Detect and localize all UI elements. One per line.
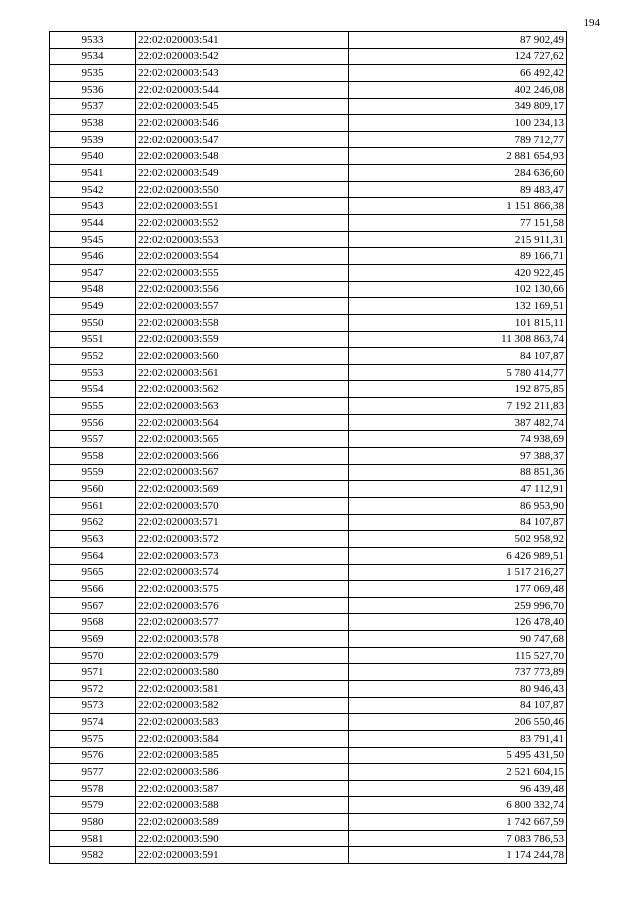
cadastral-number: 22:02:020003:581: [136, 680, 349, 697]
cadastral-value: 5 780 414,77: [349, 364, 567, 381]
row-number: 9580: [50, 814, 136, 831]
cadastral-value: 124 727,62: [349, 48, 567, 65]
cadastral-number: 22:02:020003:586: [136, 764, 349, 781]
cadastral-number: 22:02:020003:574: [136, 564, 349, 581]
table-row: [50, 547, 567, 564]
cadastral-value: 177 069,48: [349, 581, 567, 598]
table-row: [50, 48, 567, 65]
row-number: 9581: [50, 830, 136, 847]
cadastral-number: 22:02:020003:584: [136, 730, 349, 747]
cadastral-number: 22:02:020003:587: [136, 780, 349, 797]
row-number: 9555: [50, 398, 136, 415]
cadastral-value: 83 791,41: [349, 730, 567, 747]
cadastral-value: 259 996,70: [349, 597, 567, 614]
row-number: 9557: [50, 431, 136, 448]
row-number: 9579: [50, 797, 136, 814]
cadastral-number: 22:02:020003:562: [136, 381, 349, 398]
cadastral-number: 22:02:020003:582: [136, 697, 349, 714]
row-number: 9562: [50, 514, 136, 531]
table-row: [50, 364, 567, 381]
cadastral-value: 100 234,13: [349, 115, 567, 132]
row-number: 9548: [50, 281, 136, 298]
row-number: 9550: [50, 314, 136, 331]
cadastral-number: 22:02:020003:580: [136, 664, 349, 681]
table-row: [50, 680, 567, 697]
table-row: [50, 514, 567, 531]
table-row: [50, 298, 567, 315]
cadastral-number: 22:02:020003:577: [136, 614, 349, 631]
cadastral-value: 97 388,37: [349, 448, 567, 465]
table-row: [50, 131, 567, 148]
cadastral-value: 74 938,69: [349, 431, 567, 448]
table-row: [50, 764, 567, 781]
cadastral-value: 737 773,89: [349, 664, 567, 681]
row-number: 9559: [50, 464, 136, 481]
table-row: [50, 797, 567, 814]
cadastral-value: 89 483,47: [349, 181, 567, 198]
cadastral-number: 22:02:020003:548: [136, 148, 349, 165]
table-row: [50, 581, 567, 598]
row-number: 9574: [50, 714, 136, 731]
table-body: [50, 32, 567, 864]
cadastral-number: 22:02:020003:542: [136, 48, 349, 65]
table-row: [50, 747, 567, 764]
table-row: [50, 148, 567, 165]
table-row: [50, 331, 567, 348]
table-row: [50, 32, 567, 49]
cadastral-value: 88 851,36: [349, 464, 567, 481]
cadastral-number: 22:02:020003:566: [136, 448, 349, 465]
cadastral-value: 206 550,46: [349, 714, 567, 731]
table-row: [50, 647, 567, 664]
cadastral-value: 1 174 244,78: [349, 847, 567, 864]
table-row: [50, 348, 567, 365]
cadastral-value: 80 946,43: [349, 680, 567, 697]
table-row: [50, 198, 567, 215]
cadastral-number: 22:02:020003:543: [136, 65, 349, 82]
cadastral-number: 22:02:020003:547: [136, 131, 349, 148]
row-number: 9546: [50, 248, 136, 265]
row-number: 9538: [50, 115, 136, 132]
table-row: [50, 714, 567, 731]
cadastral-number: 22:02:020003:557: [136, 298, 349, 315]
cadastral-number: 22:02:020003:571: [136, 514, 349, 531]
row-number: 9570: [50, 647, 136, 664]
cadastral-number: 22:02:020003:567: [136, 464, 349, 481]
cadastral-value: 349 809,17: [349, 98, 567, 115]
row-number: 9544: [50, 215, 136, 232]
row-number: 9536: [50, 81, 136, 98]
table-row: [50, 780, 567, 797]
cadastral-value: 102 130,66: [349, 281, 567, 298]
cadastral-value: 420 922,45: [349, 264, 567, 281]
cadastral-value: 2 881 654,93: [349, 148, 567, 165]
cadastral-value: 192 875,85: [349, 381, 567, 398]
table-row: [50, 481, 567, 498]
cadastral-value: 7 192 211,83: [349, 398, 567, 415]
cadastral-number: 22:02:020003:578: [136, 631, 349, 648]
row-number: 9541: [50, 165, 136, 182]
cadastral-number: 22:02:020003:556: [136, 281, 349, 298]
cadastral-number: 22:02:020003:569: [136, 481, 349, 498]
table-row: [50, 464, 567, 481]
cadastral-value-table: [49, 31, 567, 864]
cadastral-value: 215 911,31: [349, 231, 567, 248]
row-number: 9577: [50, 764, 136, 781]
cadastral-number: 22:02:020003:583: [136, 714, 349, 731]
table-row: [50, 181, 567, 198]
row-number: 9576: [50, 747, 136, 764]
cadastral-value: 84 107,87: [349, 348, 567, 365]
row-number: 9560: [50, 481, 136, 498]
row-number: 9537: [50, 98, 136, 115]
cadastral-number: 22:02:020003:563: [136, 398, 349, 415]
table-row: [50, 65, 567, 82]
table-row: [50, 597, 567, 614]
table-row: [50, 248, 567, 265]
cadastral-number: 22:02:020003:560: [136, 348, 349, 365]
row-number: 9542: [50, 181, 136, 198]
row-number: 9565: [50, 564, 136, 581]
cadastral-number: 22:02:020003:546: [136, 115, 349, 132]
cadastral-value: 5 495 431,50: [349, 747, 567, 764]
row-number: 9553: [50, 364, 136, 381]
cadastral-number: 22:02:020003:588: [136, 797, 349, 814]
cadastral-number: 22:02:020003:541: [136, 32, 349, 49]
cadastral-number: 22:02:020003:590: [136, 830, 349, 847]
cadastral-value: 126 478,40: [349, 614, 567, 631]
cadastral-value: 2 521 604,15: [349, 764, 567, 781]
cadastral-value: 87 902,49: [349, 32, 567, 49]
table-row: [50, 697, 567, 714]
table-row: [50, 631, 567, 648]
cadastral-value: 6 426 989,51: [349, 547, 567, 564]
row-number: 9556: [50, 414, 136, 431]
cadastral-number: 22:02:020003:555: [136, 264, 349, 281]
table-row: [50, 231, 567, 248]
row-number: 9534: [50, 48, 136, 65]
row-number: 9564: [50, 547, 136, 564]
row-number: 9575: [50, 730, 136, 747]
table-row: [50, 448, 567, 465]
row-number: 9549: [50, 298, 136, 315]
cadastral-value: 89 166,71: [349, 248, 567, 265]
row-number: 9543: [50, 198, 136, 215]
row-number: 9551: [50, 331, 136, 348]
cadastral-value: 502 958,92: [349, 531, 567, 548]
cadastral-number: 22:02:020003:544: [136, 81, 349, 98]
table-row: [50, 847, 567, 864]
cadastral-value: 402 246,08: [349, 81, 567, 98]
cadastral-number: 22:02:020003:575: [136, 581, 349, 598]
table-row: [50, 814, 567, 831]
cadastral-value: 1 151 866,38: [349, 198, 567, 215]
cadastral-number: 22:02:020003:573: [136, 547, 349, 564]
cadastral-number: 22:02:020003:591: [136, 847, 349, 864]
cadastral-value: 90 747,68: [349, 631, 567, 648]
table-row: [50, 165, 567, 182]
cadastral-number: 22:02:020003:585: [136, 747, 349, 764]
row-number: 9554: [50, 381, 136, 398]
table-row: [50, 730, 567, 747]
row-number: 9545: [50, 231, 136, 248]
page-number: 194: [583, 17, 600, 29]
row-number: 9535: [50, 65, 136, 82]
cadastral-value: 1 742 667,59: [349, 814, 567, 831]
cadastral-number: 22:02:020003:565: [136, 431, 349, 448]
row-number: 9568: [50, 614, 136, 631]
table-row: [50, 314, 567, 331]
cadastral-value: 132 169,51: [349, 298, 567, 315]
cadastral-number: 22:02:020003:551: [136, 198, 349, 215]
cadastral-value: 77 151,58: [349, 215, 567, 232]
cadastral-number: 22:02:020003:564: [136, 414, 349, 431]
cadastral-value: 284 636,60: [349, 165, 567, 182]
row-number: 9578: [50, 780, 136, 797]
cadastral-value: 101 815,11: [349, 314, 567, 331]
cadastral-number: 22:02:020003:549: [136, 165, 349, 182]
cadastral-number: 22:02:020003:558: [136, 314, 349, 331]
table-row: [50, 431, 567, 448]
table-row: [50, 531, 567, 548]
row-number: 9569: [50, 631, 136, 648]
table-row: [50, 264, 567, 281]
cadastral-value: 789 712,77: [349, 131, 567, 148]
cadastral-value: 115 527,70: [349, 647, 567, 664]
table-row: [50, 381, 567, 398]
cadastral-value: 11 308 863,74: [349, 331, 567, 348]
cadastral-value: 6 800 332,74: [349, 797, 567, 814]
row-number: 9582: [50, 847, 136, 864]
cadastral-value: 47 112,91: [349, 481, 567, 498]
table-row: [50, 281, 567, 298]
table-row: [50, 414, 567, 431]
cadastral-value: 86 953,90: [349, 497, 567, 514]
table-row: [50, 115, 567, 132]
row-number: 9539: [50, 131, 136, 148]
table-row: [50, 398, 567, 415]
row-number: 9558: [50, 448, 136, 465]
cadastral-number: 22:02:020003:552: [136, 215, 349, 232]
row-number: 9572: [50, 680, 136, 697]
row-number: 9563: [50, 531, 136, 548]
cadastral-number: 22:02:020003:561: [136, 364, 349, 381]
row-number: 9567: [50, 597, 136, 614]
cadastral-number: 22:02:020003:553: [136, 231, 349, 248]
cadastral-value: 1 517 216,27: [349, 564, 567, 581]
cadastral-number: 22:02:020003:579: [136, 647, 349, 664]
row-number: 9540: [50, 148, 136, 165]
cadastral-number: 22:02:020003:554: [136, 248, 349, 265]
table-row: [50, 81, 567, 98]
cadastral-number: 22:02:020003:572: [136, 531, 349, 548]
cadastral-number: 22:02:020003:559: [136, 331, 349, 348]
cadastral-value: 7 083 786,53: [349, 830, 567, 847]
cadastral-number: 22:02:020003:576: [136, 597, 349, 614]
row-number: 9561: [50, 497, 136, 514]
row-number: 9552: [50, 348, 136, 365]
table-row: [50, 98, 567, 115]
cadastral-number: 22:02:020003:570: [136, 497, 349, 514]
cadastral-number: 22:02:020003:545: [136, 98, 349, 115]
cadastral-number: 22:02:020003:550: [136, 181, 349, 198]
table-row: [50, 497, 567, 514]
table-row: [50, 664, 567, 681]
cadastral-value: 96 439,48: [349, 780, 567, 797]
table-row: [50, 830, 567, 847]
table-row: [50, 215, 567, 232]
cadastral-number: 22:02:020003:589: [136, 814, 349, 831]
table-row: [50, 614, 567, 631]
row-number: 9566: [50, 581, 136, 598]
cadastral-value: 66 492,42: [349, 65, 567, 82]
row-number: 9573: [50, 697, 136, 714]
cadastral-value: 387 482,74: [349, 414, 567, 431]
table-row: [50, 564, 567, 581]
row-number: 9533: [50, 32, 136, 49]
cadastral-value: 84 107,87: [349, 697, 567, 714]
cadastral-value: 84 107,87: [349, 514, 567, 531]
row-number: 9571: [50, 664, 136, 681]
row-number: 9547: [50, 264, 136, 281]
